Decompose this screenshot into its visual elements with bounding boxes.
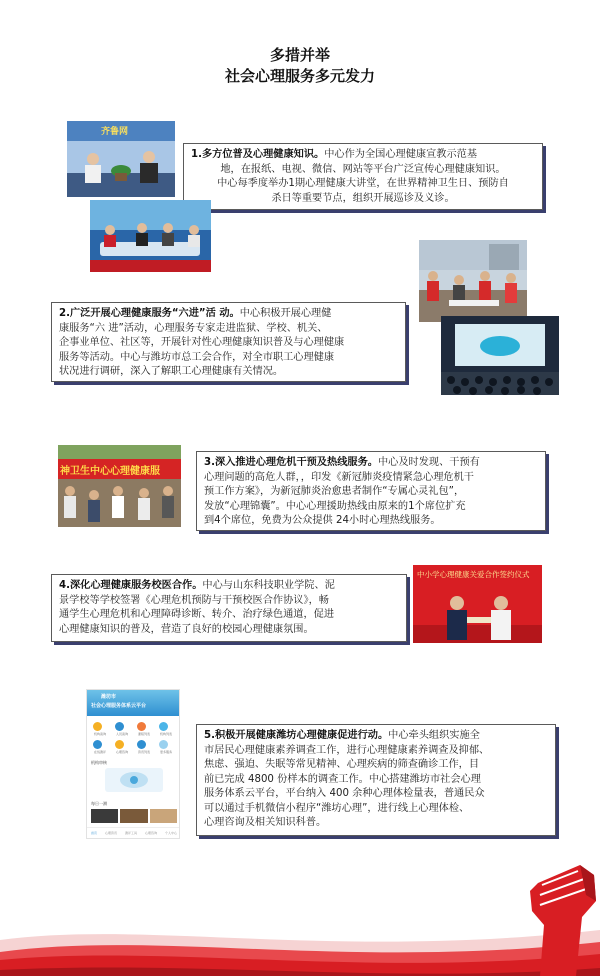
app-icon bbox=[93, 722, 102, 731]
app-section-1-label: 机构审核 bbox=[91, 760, 107, 765]
section-5-box bbox=[196, 724, 556, 836]
section-2-heading: 2.广泛开展心理健康服务“六进”活 动。 bbox=[59, 308, 240, 319]
section-2-line: 中心积极开展心理健 bbox=[239, 308, 332, 319]
section-4-box bbox=[51, 574, 407, 642]
page-title-line1: 多措并举 bbox=[269, 46, 330, 64]
section-1-line: 中心每季度举办1期心理健康大讲堂，在世界精神卫生日、预防自 bbox=[217, 178, 509, 189]
app-icon bbox=[115, 740, 124, 749]
app-illustration bbox=[105, 768, 163, 792]
photo-outdoor-consultation bbox=[419, 240, 527, 322]
section-2-line: 服务等活动。中心与潍坊市总工会合作，对全市职工心理健康 bbox=[59, 351, 335, 363]
app-icon bbox=[137, 722, 146, 731]
section-2-box bbox=[51, 302, 406, 382]
section-4-heading: 4.深化心理健康服务校医合作。 bbox=[59, 580, 203, 591]
section-3-line: 预工作方案》，为新冠肺炎治愈患者制作“专属心灵礼包”， bbox=[204, 486, 465, 497]
app-banner-line1: 潍坊市 bbox=[101, 694, 117, 700]
section-3-line: 到4个席位，免费为公众提供 24小时心理热线服务。 bbox=[204, 515, 441, 526]
section-2-line: 企事业单位、社区等，开展针对性心理健康知识普及与心理健康 bbox=[59, 337, 345, 348]
app-icon-label: 课程列表 bbox=[137, 732, 150, 736]
app-icon bbox=[93, 740, 102, 749]
app-icon bbox=[137, 740, 146, 749]
section-1-line: 中心作为全国心理健康宣教示范基 bbox=[324, 149, 478, 160]
photo-lecture-hall bbox=[441, 316, 559, 395]
section-5-line: 前已完成 4800 份样本的调查工作。中心搭建潍坊市社会心理 bbox=[204, 773, 481, 785]
section-3-heading: 3.深入推进心理危机干预及热线服务。 bbox=[204, 457, 378, 468]
app-bottom-nav bbox=[87, 827, 180, 838]
app-card bbox=[120, 809, 147, 823]
app-section-2-label: 每日一测 bbox=[91, 801, 107, 806]
section-4-line: 景学校等学校签署《心理危机预防与干预校医合作协议》，畅 bbox=[59, 594, 329, 606]
section-3-line: 发放“心理锦囊”。中心心理援助热线由原来的1个席位扩充 bbox=[204, 500, 466, 512]
app-card bbox=[150, 809, 177, 823]
app-icon bbox=[159, 722, 168, 731]
app-nav-news: 心理资讯 bbox=[104, 831, 117, 835]
raised-fist-icon bbox=[520, 855, 600, 976]
app-icon-label: 机构列表 bbox=[159, 732, 172, 736]
app-screenshot bbox=[86, 689, 180, 839]
section-4-line: 通学生心理危机和心理障碍诊断、转介、治疗绿色通道，促进 bbox=[59, 609, 335, 620]
app-icon-label: 人员查询 bbox=[115, 732, 128, 736]
signing-banner-text: 中小学心理健康关爱合作签约仪式 bbox=[417, 570, 530, 579]
red-ribbon-decoration bbox=[0, 900, 600, 976]
app-nav-tools: 测评工具 bbox=[124, 831, 137, 835]
section-4-line: 中心与山东科技职业学院、泥 bbox=[202, 580, 335, 591]
app-nav-profile: 个人中心 bbox=[164, 831, 177, 835]
tv-logo-text: 齐鲁网 bbox=[101, 127, 129, 137]
app-nav-consult: 心理咨询 bbox=[144, 831, 157, 835]
page-title-line2: 社会心理服务多元发力 bbox=[224, 67, 375, 85]
app-card bbox=[91, 809, 118, 823]
app-icon bbox=[159, 740, 168, 749]
photo-signing-ceremony bbox=[413, 565, 542, 643]
section-3-line: 中心及时发现、干预有 bbox=[377, 457, 480, 468]
section-5-line: 焦虑、强迫、失眠等常见精神、心理疾病的筛查确诊工作，目 bbox=[204, 759, 480, 770]
section-3-line: 心理问题的高危人群，，印发《新冠肺炎疫情紧急心理危机干 bbox=[204, 471, 474, 483]
event-banner-text: 神卫生中心心理健康服 bbox=[60, 466, 160, 477]
section-1-heading: 1.多方位普及心理健康知识。 bbox=[191, 149, 325, 160]
photo-tv-interview bbox=[67, 121, 175, 197]
section-5-heading: 5.积极开展健康潍坊心理健康促进行动。 bbox=[204, 730, 389, 741]
app-icon-label: 资讯列表 bbox=[137, 750, 150, 754]
app-nav-home: 首页 bbox=[90, 831, 97, 835]
section-3-box bbox=[196, 451, 546, 531]
section-1-box bbox=[183, 143, 543, 210]
section-5-line: 中心牵头组织实施全 bbox=[388, 730, 480, 741]
section-5-line: 市居民心理健康素养调查工作，进行心理健康素养调查及抑郁、 bbox=[204, 744, 490, 756]
app-icon-label: 心理咨询 bbox=[115, 750, 128, 754]
section-5-line: 心理咨询及相关知识科普。 bbox=[204, 817, 327, 828]
section-5-line: 可以通过手机微信小程序“潍坊心理”，进行线上心理体检、 bbox=[204, 802, 470, 814]
section-2-line: 状况进行调研，深入了解职工心理健康有关情况。 bbox=[59, 366, 284, 377]
section-2-line: 康服务“六 进”活动，心理服务专家走进监狱、学校、机关、 bbox=[59, 322, 328, 334]
photo-tv-panel bbox=[90, 200, 211, 272]
app-banner-line2: 社会心理服务体系云平台 bbox=[91, 703, 147, 709]
app-icon-label: 在线测评 bbox=[93, 750, 106, 754]
section-1-line: 地，在报纸、电视、微信、网站等平台广泛宣传心理健康知识。 bbox=[220, 163, 506, 175]
photo-health-service-event bbox=[58, 445, 181, 527]
app-icon-label: 机构查询 bbox=[93, 732, 106, 736]
app-icon-label: 更多服务 bbox=[159, 750, 172, 754]
section-4-line: 心理健康知识的普及，营造了良好的校园心理健康氛围。 bbox=[59, 623, 314, 635]
app-banner bbox=[87, 690, 180, 716]
section-5-line: 服务体系云平台，平台纳入 400 余种心理体检量表，普通民众 bbox=[204, 788, 485, 799]
section-1-line: 杀日等重要节点，组织开展巡诊及义诊。 bbox=[271, 192, 455, 204]
app-icon bbox=[115, 722, 124, 731]
